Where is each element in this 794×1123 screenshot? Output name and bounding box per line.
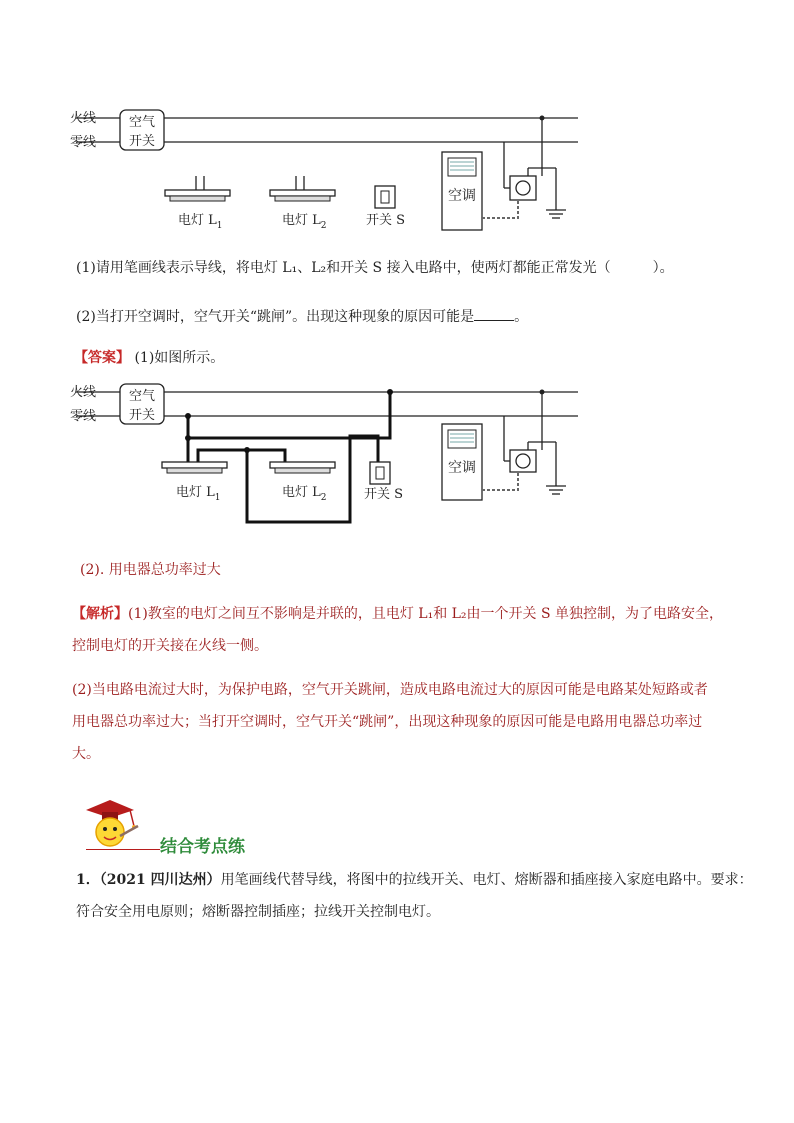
lamp-l2-label: 电灯 $L_2$	[282, 213, 327, 231]
analysis-line-3: (2)当电路电流过大时，为保护电路，空气开关跳闸，造成电路电流过大的原因可能是电路某处短路或者	[72, 682, 708, 698]
problem-1-source: （2021 四川达州）	[99, 872, 221, 888]
question-part-2-text: (2)当打开空调时，空气开关“跳闸”。出现这种现象的原因可能是	[76, 309, 475, 325]
analysis-line-2: 控制电灯的开关接在火线一侧。	[72, 638, 268, 654]
section-title: 结合考点练	[160, 837, 245, 857]
air-conditioner-answer	[442, 424, 482, 500]
problem-1-text-1: 用笔画线代替导线，将图中的拉线开关、电灯、熔断器和插座接入家庭电路中。要求：	[220, 872, 753, 888]
question-part-1: (1)请用笔画线表示导线，将电灯 L₁、L₂和开关 S 接入电路中，使两灯都能正常发光（ ）。	[76, 260, 674, 276]
lamp-l1-label-answer: 电灯 $L_1$	[176, 485, 221, 503]
lamp-l2-answer	[270, 462, 335, 473]
section-title-rule	[86, 849, 160, 850]
neutral-wire-label: 零线	[70, 135, 97, 150]
ground-icon	[546, 210, 566, 218]
breaker-label-bottom: 开关	[128, 134, 156, 149]
analysis-tag: 【解析】	[72, 606, 128, 622]
air-conditioner	[442, 152, 482, 230]
lamp-l2	[270, 176, 335, 201]
answer-line	[74, 348, 224, 368]
problem-1-number: 1．	[76, 872, 100, 888]
ac-label: 空调	[448, 188, 476, 204]
answer-text: (1)如图所示。	[134, 350, 225, 366]
answer-tag: 【答案】	[74, 350, 130, 366]
mascot-graduate-icon	[80, 796, 160, 852]
analysis-line-5: 大。	[72, 746, 100, 762]
switch-s-answer	[370, 462, 390, 484]
problem-1-line-1	[76, 870, 753, 890]
question-part-2	[76, 306, 528, 327]
breaker-label-bottom-2: 开关	[128, 408, 156, 423]
answer-part-2: (2). 用电器总功率过大	[80, 562, 221, 578]
ac-label-answer: 空调	[448, 460, 476, 476]
lamp-l2-label-answer: 电灯 $L_2$	[282, 485, 327, 503]
live-wire-label: 火线	[70, 111, 97, 126]
answer-blank	[474, 306, 514, 321]
analysis-line-1	[72, 604, 723, 624]
socket-answer	[510, 450, 536, 472]
switch-s-label-answer: 开关 S	[364, 487, 404, 502]
circuit-diagram-question	[70, 100, 590, 240]
lamp-l1-label: 电灯 $L_1$	[178, 213, 223, 231]
problem-1-line-2: 符合安全用电原则；熔断器控制插座；拉线开关控制电灯。	[76, 904, 440, 920]
breaker-label-top: 空气	[128, 115, 156, 130]
breaker-label-top-2: 空气	[128, 389, 156, 404]
analysis-line-4: 用电器总功率过大；当打开空调时，空气开关“跳闸”，出现这种现象的原因可能是电路用电器总功率过	[72, 714, 703, 730]
analysis-text-1: (1)教室的电灯之间互不影响是并联的，且电灯 L₁和 L₂由一个开关 S 单独控制，为了电路安全，	[128, 606, 724, 622]
switch-s	[375, 186, 395, 208]
lamp-l1	[165, 176, 230, 201]
socket	[510, 176, 536, 200]
live-wire-label-2: 火线	[70, 385, 97, 400]
lamp-l1-answer	[162, 462, 227, 473]
question-part-2-end: 。	[514, 309, 529, 325]
neutral-wire-label-2: 零线	[70, 409, 97, 424]
switch-s-label: 开关 S	[366, 213, 406, 228]
circuit-diagram-answer	[70, 378, 590, 538]
ground-icon-answer	[546, 486, 566, 494]
